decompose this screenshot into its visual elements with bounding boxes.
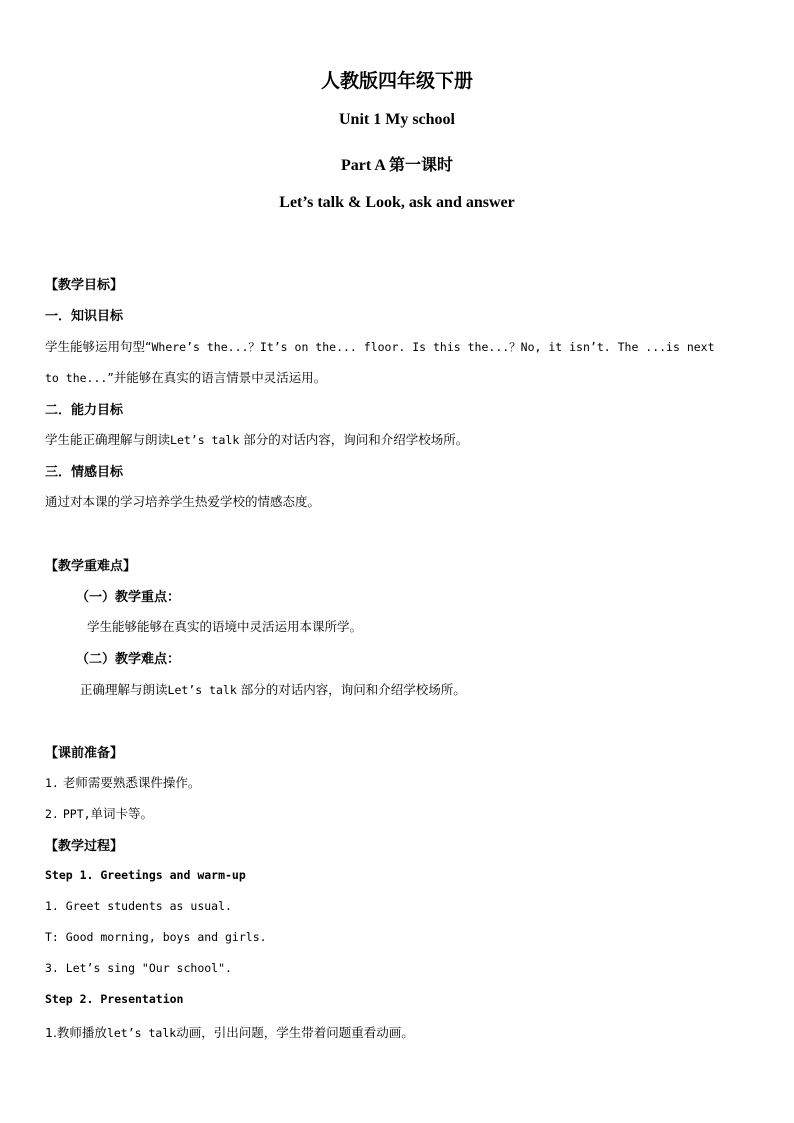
preparation-item-2 — [45, 804, 153, 822]
step2-post: 动画，引出问题，学生带着问题重看动画。 — [176, 1025, 414, 1040]
knowledge-text-line1 — [45, 337, 715, 355]
unit-title: Unit 1 My school — [339, 111, 455, 128]
prep-item1-num: 1. — [45, 776, 59, 790]
focus-heading: （一）教学重点： — [76, 590, 181, 605]
knowledge-text-line2 — [45, 368, 326, 386]
knowledge-pre: 学生能够运用句型“ — [45, 339, 152, 354]
knowledge-patterns-cont: to the... — [45, 371, 108, 385]
step2-heading: Step 2. Presentation — [45, 992, 184, 1006]
step1-line3: 3. Let’s sing "Our school". — [45, 961, 232, 975]
ability-heading: 二．能力目标 — [45, 403, 124, 418]
prep-item2-text: 单词卡等。 — [90, 806, 154, 821]
prep-item2-mono: PPT, — [62, 807, 91, 821]
ability-text — [45, 430, 468, 448]
preparation-item-1 — [45, 773, 200, 791]
emotion-heading: 三．情感目标 — [45, 465, 124, 480]
process-heading: 【教学过程】 — [45, 839, 124, 854]
difficulty-pre: 正确理解与朗读 — [80, 682, 168, 697]
difficulty-heading: （二）教学难点： — [76, 652, 181, 667]
difficulty-text — [80, 680, 466, 698]
step1-heading: Step 1. Greetings and warm-up — [45, 868, 246, 882]
difficulty-post: 部分的对话内容，询问和介绍学校场所。 — [240, 682, 466, 697]
step1-line2: T: Good morning, boys and girls. — [45, 930, 267, 944]
prep-item1-text: 老师需要熟悉课件操作。 — [62, 775, 201, 790]
knowledge-patterns: Where’s the...？It’s on the... floor. Is this the...？No, it isn’t. The ...is next — [151, 340, 715, 354]
difficulty-mono: Let’s talk — [167, 683, 237, 697]
lesson-title: Let’s talk & Look, ask and answer — [279, 194, 515, 211]
focus-text: 学生能够能够在真实的语境中灵活运用本课所学。 — [87, 619, 363, 634]
part-title: Part A 第一课时 — [341, 157, 453, 174]
emotion-text: 通过对本课的学习培养学生热爱学校的情感态度。 — [45, 494, 321, 509]
prep-item2-num: 2. — [45, 807, 59, 821]
ability-pre: 学生能正确理解与朗读 — [45, 432, 171, 447]
step1-line1: 1. Greet students as usual. — [45, 899, 232, 913]
ability-post: 部分的对话内容，询问和介绍学校场所。 — [243, 432, 469, 447]
knowledge-heading: 一．知识目标 — [45, 309, 124, 324]
step2-mono: let’s talk — [106, 1026, 177, 1040]
ability-mono: Let’s talk — [170, 433, 240, 447]
book-title: 人教版四年级下册 — [320, 71, 473, 92]
knowledge-post: ”并能够在真实的语言情景中灵活运用。 — [107, 370, 327, 385]
step2-pre: 1.教师播放 — [45, 1025, 107, 1040]
step2-line1 — [45, 1023, 414, 1041]
key-points-heading: 【教学重难点】 — [45, 559, 137, 574]
preparation-heading: 【课前准备】 — [45, 746, 124, 761]
objectives-heading: 【教学目标】 — [45, 278, 124, 293]
